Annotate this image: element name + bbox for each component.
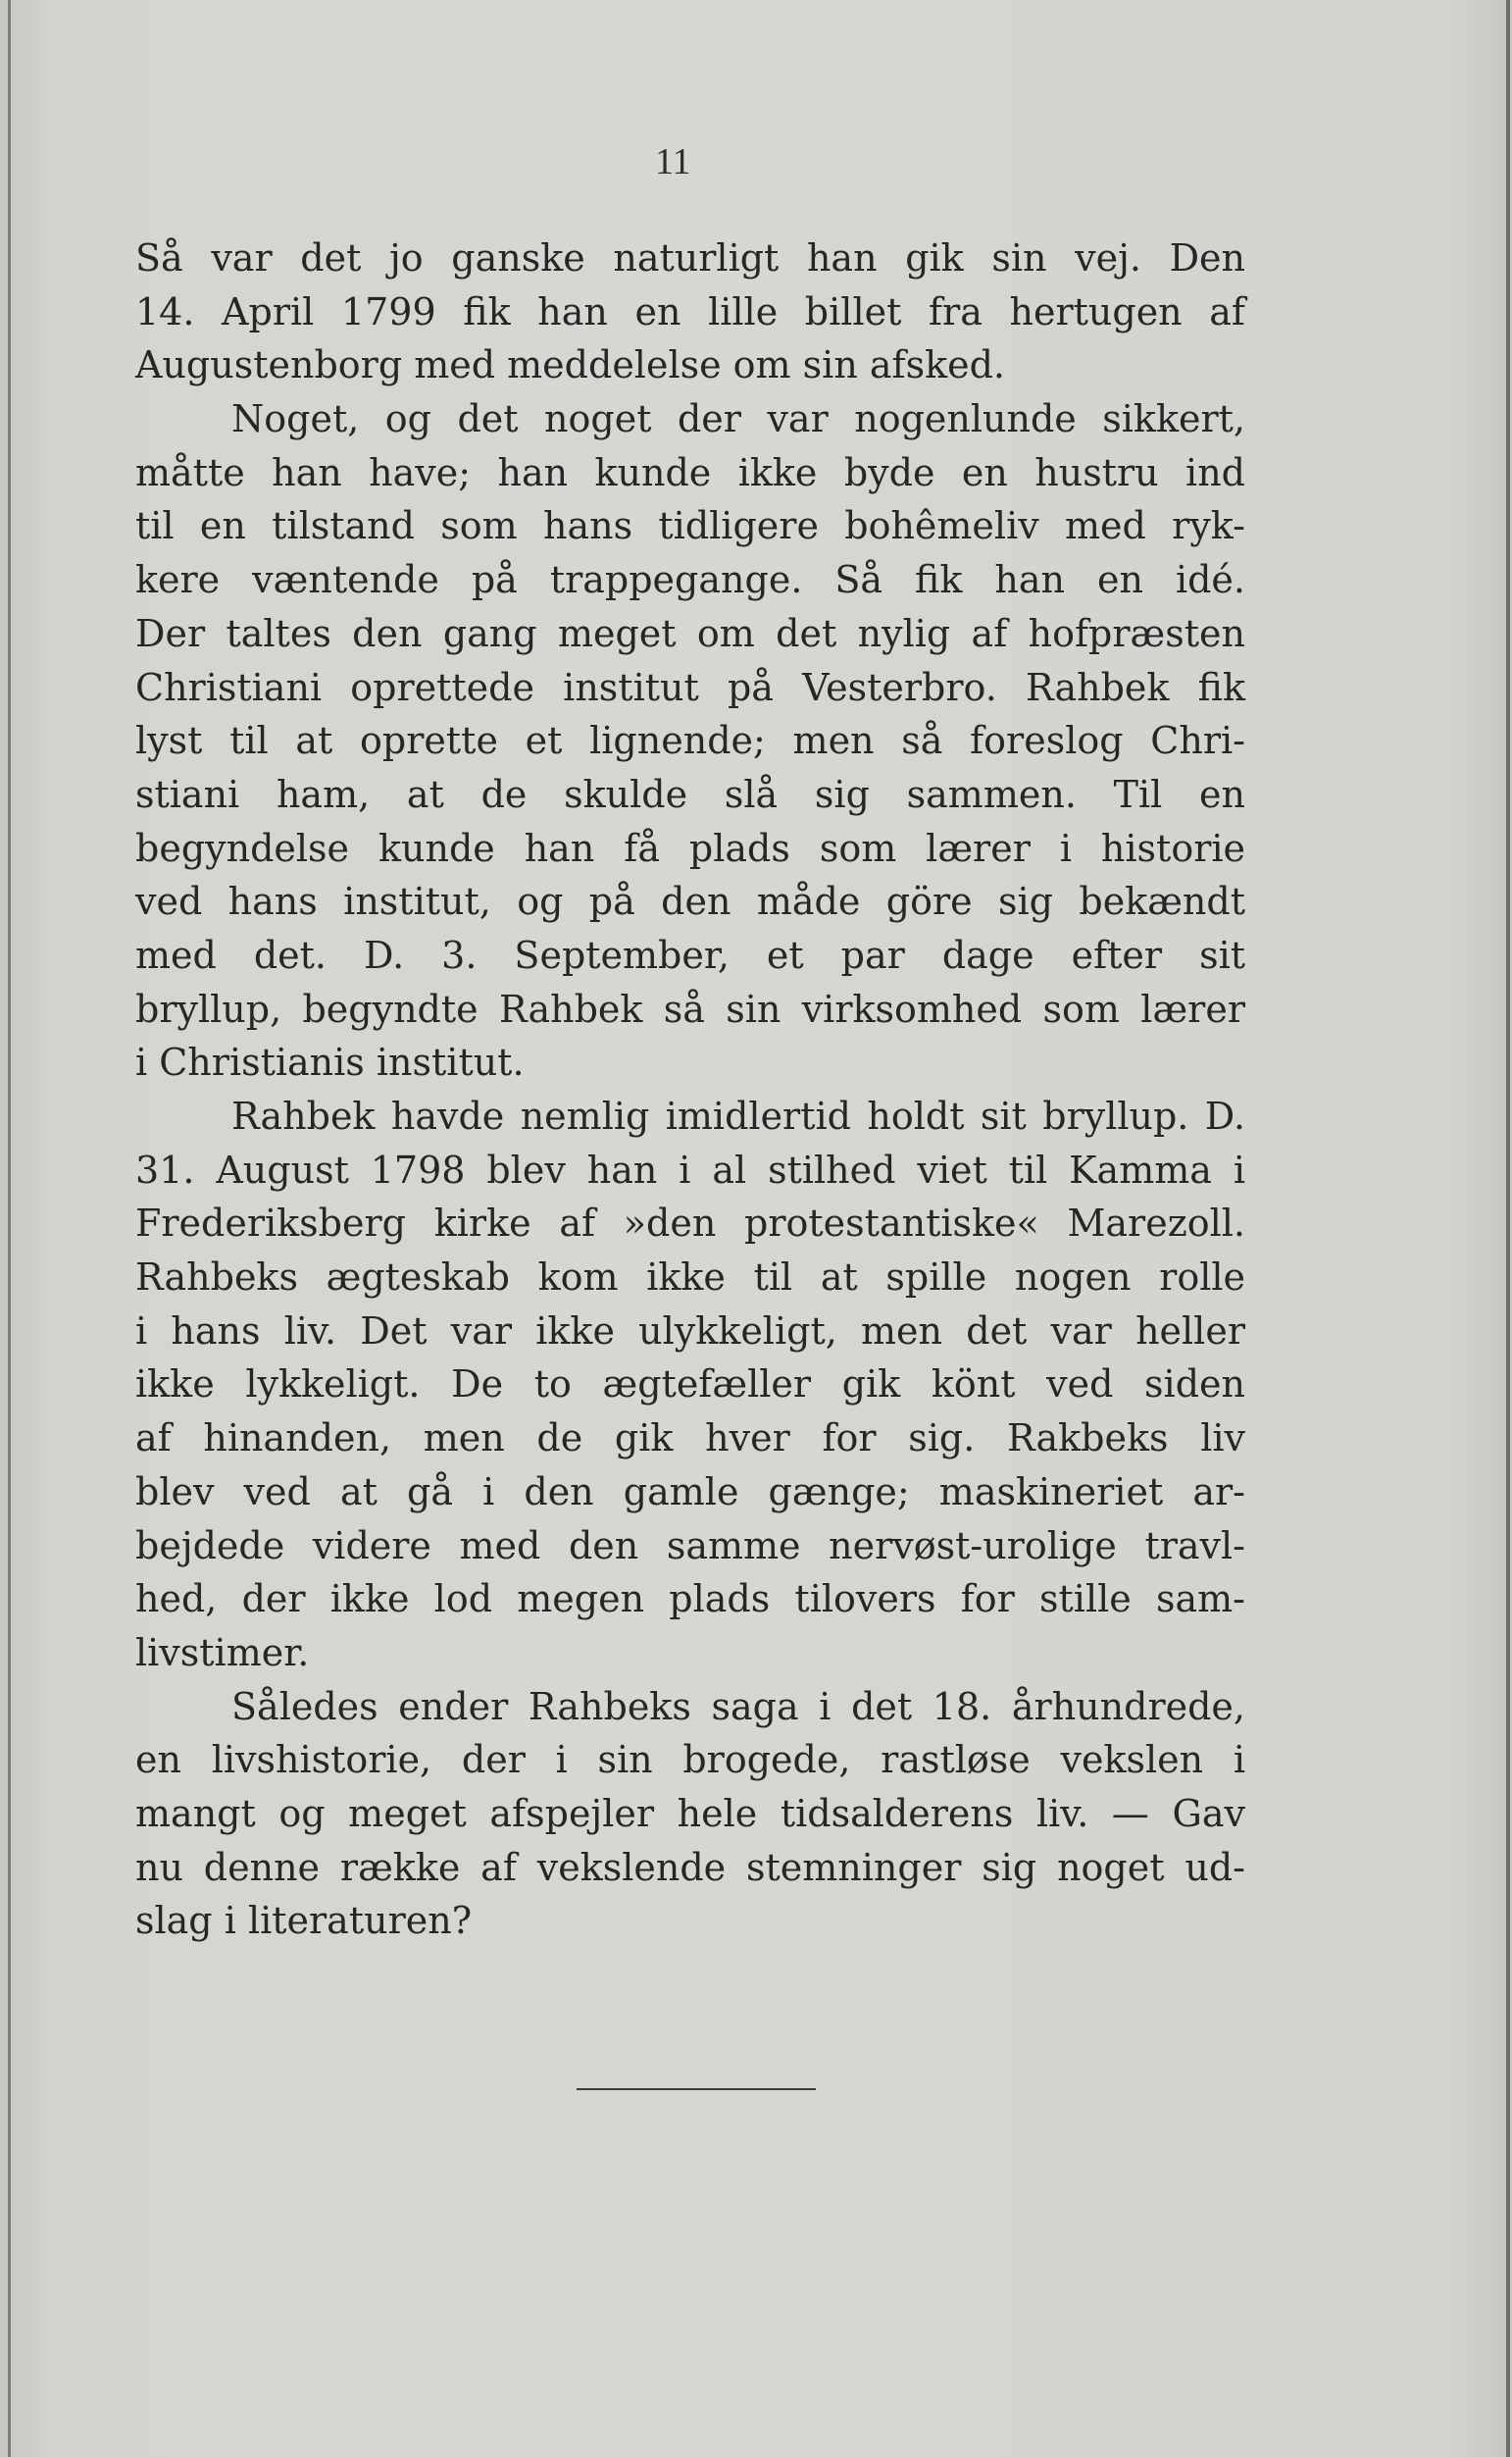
text-line: bejdede videre med den samme nervøst-urolige travl- <box>135 1523 1245 1567</box>
text-line: livstimer. <box>135 1630 310 1674</box>
text-line: lyst til at oprette et lignende; men så foreslog Chri- <box>135 719 1245 763</box>
text-line: måtte han have; han kunde ikke byde en hustru ind <box>135 450 1245 494</box>
text-line: blev ved at gå i den gamle gænge; maskineriet ar- <box>135 1469 1245 1513</box>
text-line: en livshistorie, der i sin brogede, rastløse vekslen i <box>135 1738 1245 1782</box>
text-line: i hans liv. Det var ikke ulykkeligt, men det var heller <box>135 1308 1245 1353</box>
text-line: ikke lykkeligt. De to ægtefæller gik könt ved siden <box>135 1362 1245 1407</box>
text-line: kere væntende på trappegange. Så fik han en idé. <box>135 558 1245 602</box>
text-line: begyndelse kunde han få plads som lærer i historie <box>135 826 1245 870</box>
page-edge-right <box>1506 0 1510 2457</box>
text-line: Christiani oprettede institut på Vesterbro. Rahbek fik <box>135 665 1245 709</box>
text-line: Der taltes den gang meget om det nylig af hofpræsten <box>135 611 1245 655</box>
text-line: ved hans institut, og på den måde göre sig bekændt <box>135 880 1245 924</box>
text-line: 14. April 1799 fik han en lille billet fra hertugen af <box>135 289 1245 333</box>
text-line: hed, der ikke lod megen plads tilovers for stille sam- <box>135 1577 1245 1621</box>
text-line: nu denne række af vekslende stemninger sig noget ud- <box>135 1845 1245 1889</box>
text-line: med det. D. 3. September, et par dage efter sit <box>135 933 1245 977</box>
text-line: mangt og meget afspejler hele tidsalderens liv. — Gav <box>135 1791 1245 1835</box>
text-line: Frederiksberg kirke af »den protestantiske« Marezoll. <box>135 1202 1245 1246</box>
text-line: Således ender Rahbeks saga i det 18. århundrede, <box>231 1684 1245 1728</box>
text-line: stiani ham, at de skulde slå sig sammen. Til en <box>135 772 1245 816</box>
text-line: Så var det jo ganske naturligt han gik sin vej. Den <box>135 236 1245 280</box>
section-end-rule <box>577 2088 816 2090</box>
page-edge-left <box>8 0 11 2457</box>
text-line: 31. August 1798 blev han i al stilhed viet til Kamma i <box>135 1148 1245 1192</box>
text-line: i Christianis institut. <box>135 1041 525 1085</box>
body-text <box>135 231 1245 1948</box>
text-line: Rahbek havde nemlig imidlertid holdt sit bryllup. D. <box>231 1095 1245 1138</box>
text-line: af hinanden, men de gik hver for sig. Rakbeks liv <box>135 1416 1245 1460</box>
text-line: Noget, og det noget der var nogenlunde sikkert, <box>231 397 1245 441</box>
text-line: Augustenborg med meddelelse om sin afsked. <box>135 343 1006 387</box>
text-line: Rahbeks ægteskab kom ikke til at spille nogen rolle <box>135 1255 1245 1300</box>
text-line: til en tilstand som hans tidligere bohêmeliv med ryk- <box>135 504 1245 548</box>
text-line: bryllup, begyndte Rahbek så sin virksomhed som lærer <box>135 987 1245 1031</box>
text-line: slag i literaturen? <box>135 1899 473 1943</box>
page-number: 11 <box>655 141 691 182</box>
